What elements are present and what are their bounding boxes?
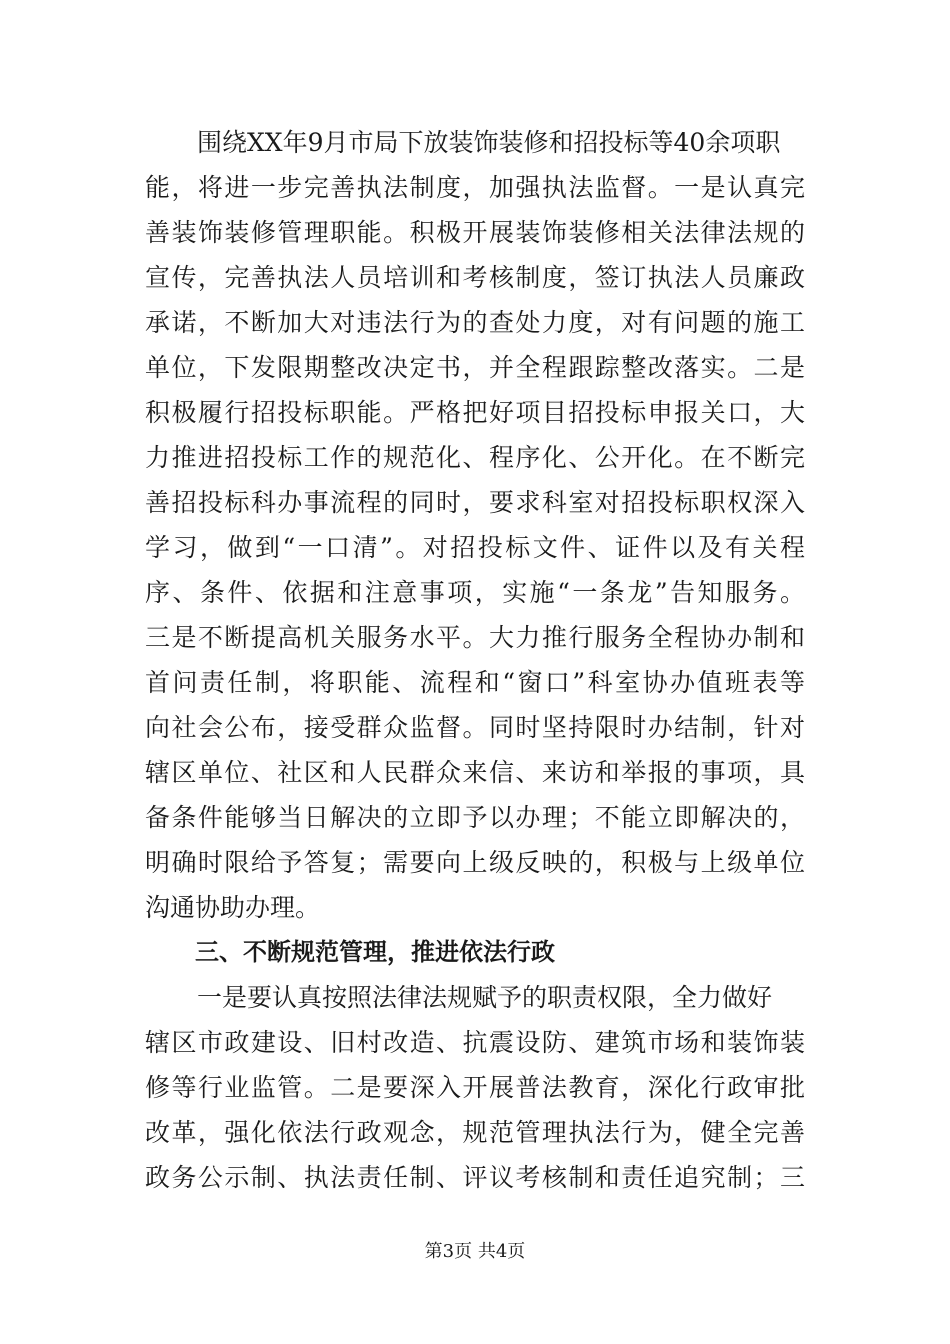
paragraph-line: 明确时限给予答复；需要向上级反映的，积极与上级单位 — [145, 848, 805, 877]
paragraph-line: 辖区单位、社区和人民群众来信、来访和举报的事项，具 — [145, 758, 805, 787]
page-footer: 第3页 共4页 — [424, 1241, 526, 1262]
paragraph-line: 向社会公布，接受群众监督。同时坚持限时办结制，针对 — [145, 713, 805, 742]
paragraph-line: 序、条件、依据和注意事项，实施“一条龙”告知服务。 — [145, 578, 805, 607]
paragraph-line: 善装饰装修管理职能。积极开展装饰装修相关法律法规的 — [145, 218, 805, 247]
section-heading: 三、不断规范管理，推进依法行政 — [195, 938, 555, 966]
paragraph-line: 单位，下发限期整改决定书，并全程跟踪整改落实。二是 — [145, 353, 805, 382]
paragraph-line: 善招投标科办事流程的同时，要求科室对招投标职权深入 — [145, 488, 805, 517]
paragraph-line: 学习，做到“一口清”。对招投标文件、证件以及有关程 — [145, 533, 805, 562]
paragraph-line: 改革，强化依法行政观念，规范管理执法行为，健全完善 — [145, 1118, 805, 1147]
paragraph-line: 备条件能够当日解决的立即予以办理；不能立即解决的， — [145, 803, 805, 832]
paragraph-line: 政务公示制、执法责任制、评议考核制和责任追究制；三 — [145, 1163, 805, 1192]
paragraph-line: 修等行业监管。二是要深入开展普法教育，深化行政审批 — [145, 1073, 805, 1102]
paragraph-line: 辖区市政建设、旧村改造、抗震设防、建筑市场和装饰装 — [145, 1028, 805, 1057]
paragraph-line: 三是不断提高机关服务水平。大力推行服务全程协办制和 — [145, 623, 805, 652]
paragraph-line: 积极履行招投标职能。严格把好项目招投标申报关口，大 — [145, 398, 805, 427]
paragraph-line: 宣传，完善执法人员培训和考核制度，签订执法人员廉政 — [145, 263, 805, 292]
paragraph-line: 围绕XX年9月市局下放装饰装修和招投标等40余项职 — [197, 128, 781, 157]
paragraph-line: 能，将进一步完善执法制度，加强执法监督。一是认真完 — [145, 173, 805, 202]
paragraph-line: 沟通协助办理。 — [145, 893, 321, 922]
paragraph-line: 承诺，不断加大对违法行为的查处力度，对有问题的施工 — [145, 308, 805, 337]
paragraph-line: 首问责任制，将职能、流程和“窗口”科室协办值班表等 — [145, 668, 805, 697]
body-text — [145, 120, 805, 1200]
paragraph-line: 力推进招投标工作的规范化、程序化、公开化。在不断完 — [145, 443, 805, 472]
paragraph-line: 一是要认真按照法律法规赋予的职责权限，全力做好 — [197, 983, 773, 1012]
